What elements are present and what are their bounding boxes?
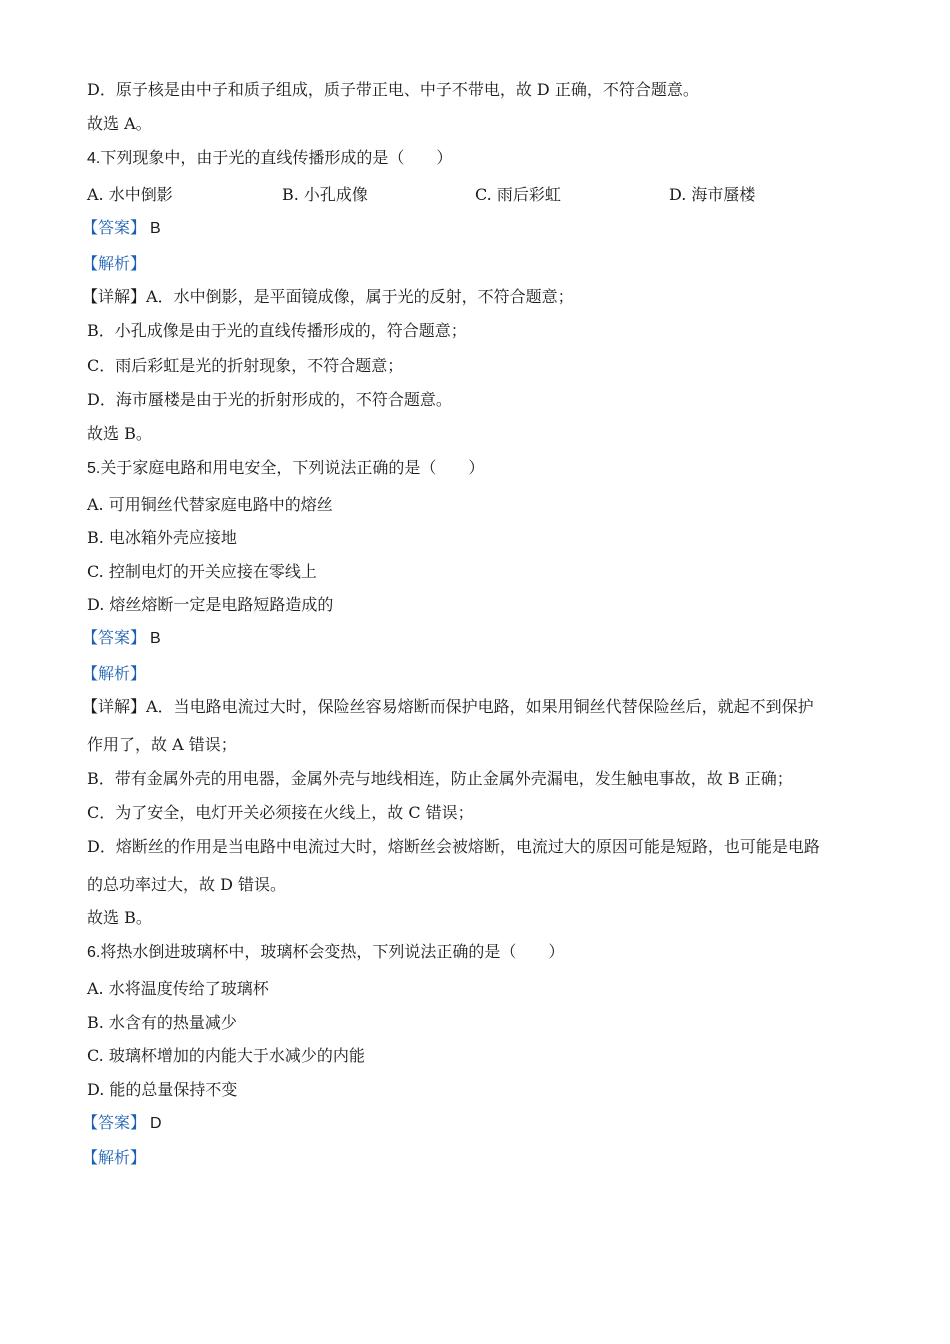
question-6-analysis-tag: 【解析】 <box>82 1148 147 1167</box>
question-5-selection: 故选 B。 <box>87 908 152 927</box>
question-6 <box>87 942 564 963</box>
question-5 <box>87 458 484 479</box>
question-5-detail-c: C．为了安全，电灯开关必须接在火线上，故 C 错误； <box>87 803 474 822</box>
question-4-answer-value: B <box>150 220 161 237</box>
question-5-option-c: C. 控制电灯的开关应接在零线上 <box>87 562 317 581</box>
question-4 <box>87 148 452 169</box>
question-5-analysis-tag: 【解析】 <box>82 664 147 683</box>
question-4-detail-a: 【详解】A．水中倒影，是平面镜成像，属于光的反射，不符合题意； <box>82 287 574 306</box>
detail-tag: 【详解】 <box>82 697 147 716</box>
prev-answer-line-d: D．原子核是由中子和质子组成，质子带正电、中子不带电，故 D 正确，不符合题意。 <box>87 80 699 99</box>
question-6-number: 6. <box>87 944 101 961</box>
question-5-number: 5. <box>87 460 101 477</box>
question-4-option-c: C. 雨后彩虹 <box>475 185 561 204</box>
question-6-answer <box>82 1113 162 1134</box>
question-6-option-b: B. 水含有的热量减少 <box>87 1013 237 1032</box>
answer-tag: 【答案】 <box>82 1113 147 1132</box>
detail-tag: 【详解】 <box>82 287 147 306</box>
question-5-detail-a: 【详解】A．当电路电流过大时，保险丝容易熔断而保护电路，如果用铜丝代替保险丝后，就起不到保护 <box>82 697 814 716</box>
question-4-option-a: A. 水中倒影 <box>87 185 173 204</box>
question-5-text: 关于家庭电路和用电安全，下列说法正确的是（ ） <box>100 458 485 477</box>
question-5-detail-b: B．带有金属外壳的用电器，金属外壳与地线相连，防止金属外壳漏电，发生触电事故，故 B 正确； <box>87 769 793 788</box>
question-5-detail-d-cont: 的总功率过大，故 D 错误。 <box>87 875 287 894</box>
answer-tag: 【答案】 <box>82 628 147 647</box>
answer-tag: 【答案】 <box>82 218 147 237</box>
question-4-analysis-tag: 【解析】 <box>82 254 147 273</box>
question-6-option-a: A. 水将温度传给了玻璃杯 <box>87 979 269 998</box>
question-5-answer-value: B <box>150 630 161 647</box>
question-4-detail-b: B．小孔成像是由于光的直线传播形成的，符合题意； <box>87 321 467 340</box>
question-4-option-d: D. 海市蜃楼 <box>669 185 756 204</box>
question-5-answer <box>82 628 161 649</box>
question-5-option-d: D. 熔丝熔断一定是电路短路造成的 <box>87 595 334 614</box>
question-6-option-d: D. 能的总量保持不变 <box>87 1080 238 1099</box>
question-4-number: 4. <box>87 150 101 167</box>
question-5-detail-a-cont: 作用了，故 A 错误； <box>87 735 237 754</box>
prev-selection: 故选 A。 <box>87 114 152 133</box>
question-6-answer-value: D <box>150 1115 162 1132</box>
question-4-selection: 故选 B。 <box>87 424 152 443</box>
question-5-detail-d: D．熔断丝的作用是当电路中电流过大时，熔断丝会被熔断，电流过大的原因可能是短路，也可能是电路 <box>87 837 820 856</box>
question-4-detail-d: D．海市蜃楼是由于光的折射形成的，不符合题意。 <box>87 390 452 409</box>
question-5-option-a: A. 可用铜丝代替家庭电路中的熔丝 <box>87 495 333 514</box>
question-6-option-c: C. 玻璃杯增加的内能大于水减少的内能 <box>87 1046 365 1065</box>
question-4-option-b: B. 小孔成像 <box>282 185 368 204</box>
question-4-text: 下列现象中，由于光的直线传播形成的是（ ） <box>100 148 453 167</box>
question-4-detail-c: C．雨后彩虹是光的折射现象，不符合题意； <box>87 356 404 375</box>
question-5-option-b: B. 电冰箱外壳应接地 <box>87 528 237 547</box>
question-4-answer <box>82 218 161 239</box>
question-6-text: 将热水倒进玻璃杯中，玻璃杯会变热，下列说法正确的是（ ） <box>100 942 565 961</box>
